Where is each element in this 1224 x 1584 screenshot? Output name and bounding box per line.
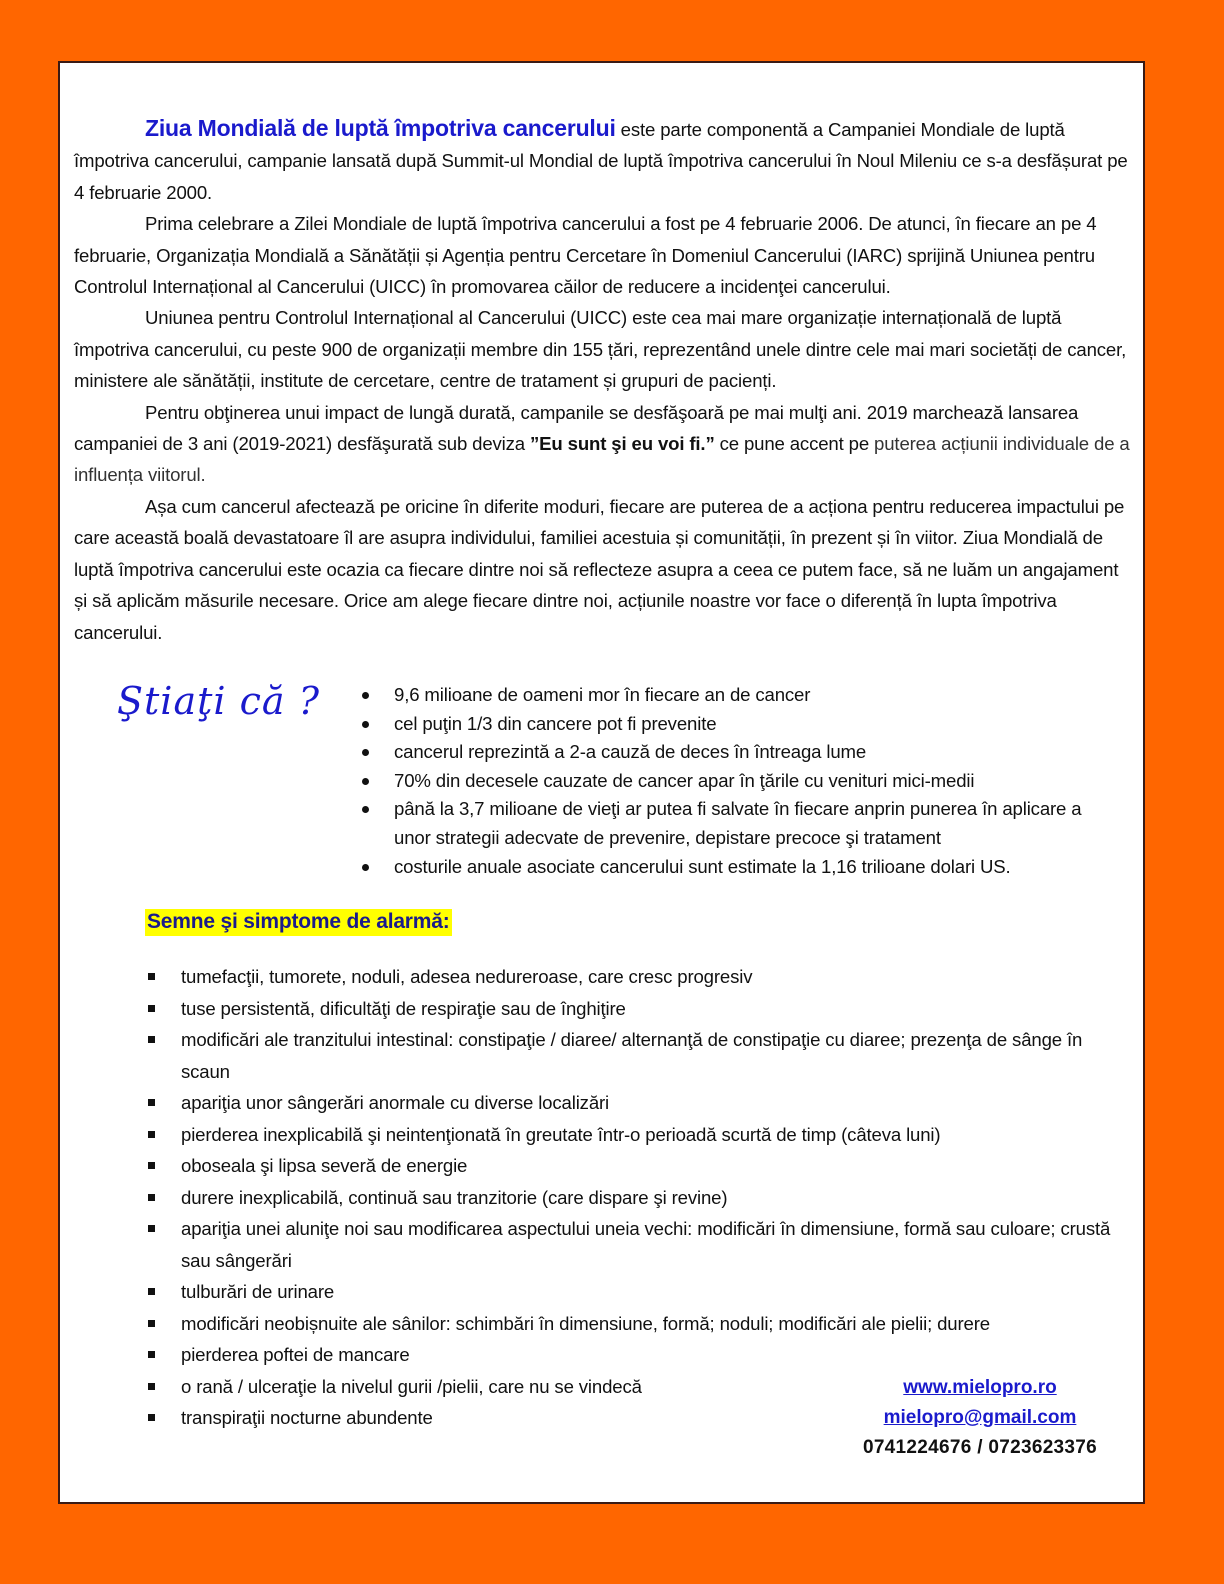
warning-sign-text: oboseala şi lipsa severă de energie (181, 1155, 468, 1176)
fact-item (356, 795, 1116, 852)
bullet-square-icon (148, 973, 155, 980)
intro-paragraph-2: Prima celebrare a Zilei Mondiale de luptă împotriva cancerului a fost pe 4 februarie 2006. De atunci, în fiecare an pe 4 februarie, Organizația Mondială a Sănătății și Agenția pentru Cercetare în Domeniul Cancerului (IARC) sprijină Uniunea pentru Controlul Internațional al Cancerului (UICC) în promovarea căilor de reducere a incidenţei cancerului. (74, 213, 1097, 298)
bullet-square-icon (148, 1194, 155, 1201)
fact-item (356, 710, 1116, 739)
intro-paragraph-4 (74, 397, 1130, 491)
warning-sign-text: tuse persistentă, dificultăţi de respiraţie sau de înghiţire (181, 997, 626, 1019)
warning-sign-text: modificări ale tranzitului intestinal: constipaţie / diaree/ alternanţă de constipaţie cu diaree; prezenţa de sânge în scaun (181, 1029, 1083, 1082)
bullet-square-icon (148, 1099, 155, 1106)
warning-sign-text: pierderea inexplicabilă şi neintenţionată în greutate într-o perioadă scurtă de timp (câteva luni) (181, 1123, 941, 1145)
warning-sign-item (144, 1308, 1134, 1340)
did-you-know-title: Ştiaţi că ? (117, 679, 321, 723)
warning-sign-item (144, 1339, 1134, 1371)
intro-section (74, 113, 1130, 648)
warning-sign-text: o rană / ulceraţie la nivelul gurii /pielii, care nu se vindecă (181, 1375, 642, 1397)
fact-item (356, 853, 1116, 882)
fact-item (356, 767, 1116, 796)
bullet-square-icon (148, 1414, 155, 1421)
bullet-square-icon (148, 1131, 155, 1138)
warning-sign-text: durere inexplicabilă, continuă sau tranzitorie (care dispare şi revine) (181, 1186, 728, 1208)
warning-sign-text: modificări neobișnuite ale sânilor: schimbări în dimensiune, formă; noduli; modificări ale pielii; durere (181, 1312, 990, 1334)
bullet-dot-icon (362, 749, 369, 756)
bullet-square-icon (148, 1288, 155, 1295)
fact-text: cancerul reprezintă a 2-a cauză de deces în întreaga lume (394, 741, 867, 763)
intro-paragraph-4-text-b: ce pune accent pe (714, 433, 875, 455)
did-you-know-list (356, 681, 1116, 881)
warning-sign-item (144, 1182, 1134, 1214)
bullet-dot-icon (362, 721, 369, 728)
warning-signs-list (144, 961, 1134, 1434)
contact-block (840, 1373, 1120, 1463)
warning-sign-text: tumefacţii, tumorete, noduli, adesea nedureroase, care cresc progresiv (181, 966, 753, 987)
warning-sign-item (144, 1150, 1134, 1182)
fact-text: 70% din decesele cauzate de cancer apar în ţările cu venituri mici-medii (394, 769, 975, 791)
warning-signs-title: Semne şi simptome de alarmă: (145, 909, 452, 936)
intro-paragraph-1-text: este parte componentă a Campaniei Mondiale de luptă împotriva cancerului, campanie lansată după Summit-ul Mondial de luptă împotriva cancerului în Noul Mileniu ce s-a desfășurat pe 4 februarie 2000. (74, 119, 1128, 203)
warning-sign-item (144, 993, 1134, 1025)
bullet-square-icon (148, 1036, 155, 1043)
warning-sign-text: apariţia unei aluniţe noi sau modificarea aspectului uneia vechi: modificări în dimensiune, formă sau culoare; crustă sau sângerări (181, 1218, 1111, 1271)
warning-sign-text: pierderea poftei de mancare (181, 1344, 410, 1365)
warning-sign-item (144, 961, 1134, 993)
intro-paragraph-4-text-a: Pentru obţinerea unui impact de lungă durată, campanile se desfăşoară pe mai mulţi ani. 2019 marchează lansarea campaniei de 3 ani (2019-2021) desfăşurată sub deviza (74, 401, 1079, 455)
intro-paragraph-4-text-c: puterea acțiunii individuale de a influența viitorul. (74, 433, 1130, 486)
intro-paragraph-1 (74, 113, 1130, 208)
warning-sign-item (144, 1276, 1134, 1308)
warning-sign-text: apariţia unor sângerări anormale cu diverse localizări (181, 1092, 610, 1113)
bullet-square-icon (148, 1225, 155, 1232)
bullet-square-icon (148, 1320, 155, 1327)
document-page (58, 61, 1145, 1504)
bullet-square-icon (148, 1351, 155, 1358)
intro-paragraph-3: Uniunea pentru Controlul Internațional al Cancerului (UICC) este cea mai mare organizație internațională de luptă împotriva cancerului, cu peste 900 de organizații membre din 155 țări, reprezentând unele dintre cele mai mari societăți de cancer, ministere ale sănătății, institute de cercetare, centre de tratament și grupuri de pacienți. (74, 307, 1127, 392)
fact-item (356, 738, 1116, 767)
fact-text: cel puţin 1/3 din cancere pot fi prevenite (394, 712, 717, 734)
website-link[interactable]: www.mielopro.ro (903, 1377, 1057, 1398)
fact-item (356, 681, 1116, 710)
email-link[interactable]: mielopro@gmail.com (883, 1407, 1077, 1428)
bullet-dot-icon (362, 778, 369, 785)
warning-sign-text: tulburări de urinare (181, 1281, 335, 1302)
bullet-dot-icon (362, 806, 369, 813)
bullet-square-icon (148, 1005, 155, 1012)
fact-text: costurile anuale asociate cancerului sunt estimate la 1,16 trilioane dolari US. (394, 855, 1011, 877)
bullet-square-icon (148, 1383, 155, 1390)
warning-sign-item (144, 1213, 1134, 1276)
fact-text: 9,6 milioane de oameni mor în fiecare an de cancer (394, 684, 811, 705)
bullet-dot-icon (362, 864, 369, 871)
intro-paragraph-5: Așa cum cancerul afectează pe oricine în diferite moduri, fiecare are puterea de a acționa pentru reducerea impactului pe care această boală devastatoare îl are asupra individului, familiei acestuia și comunității, în prezent și în viitor. Ziua Mondială de luptă împotriva cancerului este ocazia ca fiecare dintre noi să reflecteze asupra a ceea ce putem face, să ne luăm un angajament și să aplicăm măsurile necesare. Orice am alege fiecare dintre noi, acțiunile noastre vor face o diferență în lupta împotriva cancerului. (74, 495, 1125, 643)
warning-sign-text: transpiraţii nocturne abundente (181, 1407, 433, 1428)
campaign-motto: ”Eu sunt şi eu voi fi.” (530, 433, 715, 455)
headline: Ziua Mondială de luptă împotriva cancerului (145, 115, 616, 141)
warning-sign-item (144, 1087, 1134, 1119)
fact-text: până la 3,7 milioane de vieţi ar putea fi salvate în fiecare anprin punerea în aplicare a unor strategii adecvate de prevenire, depistare precoce şi tratament (394, 798, 1082, 848)
warning-sign-item (144, 1119, 1134, 1151)
warning-sign-item (144, 1024, 1134, 1087)
phone-numbers: 0741224676 / 0723623376 (862, 1437, 1098, 1458)
bullet-dot-icon (362, 692, 369, 699)
bullet-square-icon (148, 1162, 155, 1169)
